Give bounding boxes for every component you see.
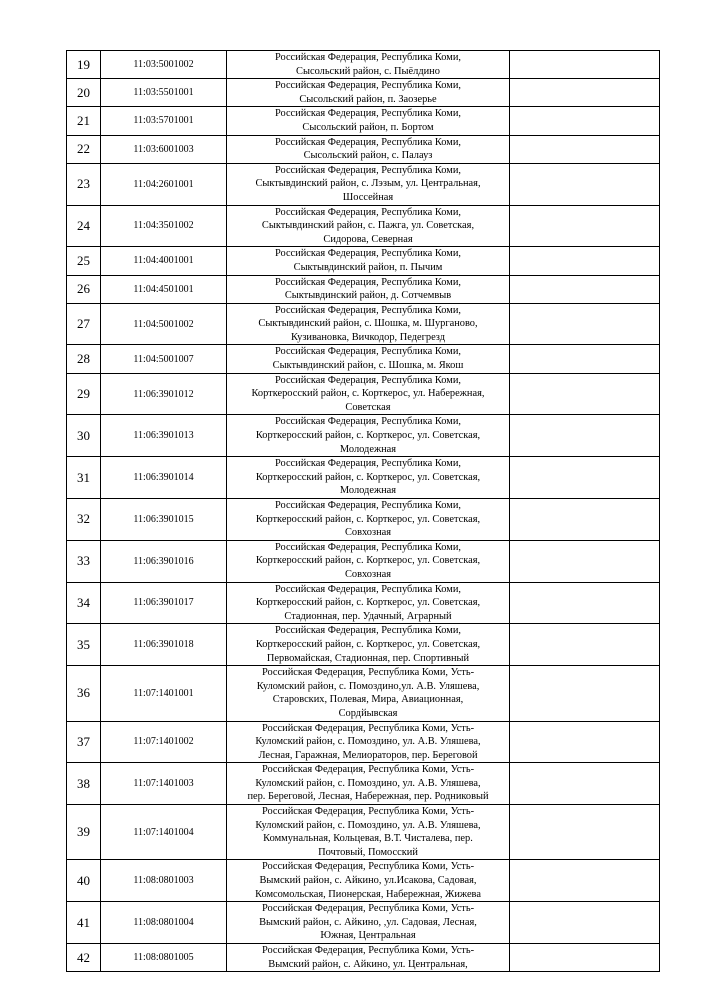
address-line: Корткеросский район, с. Корткерос, ул. Советская,: [255, 513, 481, 525]
address-cell: [227, 499, 510, 541]
address-line: Российская Федерация, Республика Коми,: [274, 206, 462, 218]
row-number: 27: [67, 303, 101, 345]
row-number: 34: [67, 582, 101, 624]
empty-cell: [510, 944, 660, 972]
table-row: [67, 107, 660, 135]
address-line: Вымский район, с. Айкино, ,ул. Садовая, Лесная,: [259, 916, 477, 928]
row-number: 42: [67, 944, 101, 972]
address-line: Российская Федерация, Республика Коми, Усть-: [261, 861, 475, 873]
table-row: [67, 51, 660, 79]
address-line: Российская Федерация, Республика Коми,: [274, 346, 462, 358]
cadastral-number: 11:03:6001003: [101, 135, 227, 163]
address-line: Сысольский район, п. Бортом: [302, 121, 434, 133]
address-line: Российская Федерация, Республика Коми,: [274, 80, 462, 92]
row-number: 37: [67, 721, 101, 763]
cadastral-number: 11:06:3901017: [101, 582, 227, 624]
address-line: Сысольский район, с. Пыёлдино: [296, 65, 440, 77]
address-line: Корткеросский район, с. Корткерос, ул. Набережная,: [251, 388, 485, 400]
row-number: 24: [67, 205, 101, 247]
cadastral-number: 11:04:5001007: [101, 345, 227, 373]
table-row: [67, 582, 660, 624]
address-line: Корткеросский район, с. Корткерос, ул. Советская,: [255, 555, 481, 567]
table-row: [67, 805, 660, 860]
address-line: Советская: [345, 401, 391, 413]
address-line: Российская Федерация, Республика Коми,: [274, 276, 462, 288]
address-line: Сыктывдинский район, с. Лэзым, ул. Центральная,: [255, 178, 481, 190]
address-line: Российская Федерация, Республика Коми,: [274, 500, 462, 511]
cadastral-number: 11:07:1401001: [101, 666, 227, 721]
row-number: 25: [67, 247, 101, 275]
address-line: Российская Федерация, Республика Коми,: [274, 164, 462, 176]
address-line: Сыктывдинский район, с. Шошка, м. Якош: [272, 360, 464, 372]
table-row: [67, 345, 660, 373]
address-line: Сыктывдинский район, п. Пычим: [293, 261, 443, 273]
address-line: Молодежная: [339, 485, 397, 497]
address-cell: [227, 247, 510, 275]
empty-cell: [510, 275, 660, 303]
address-line: Российская Федерация, Республика Коми, Усть-: [261, 722, 475, 734]
address-cell: [227, 205, 510, 247]
address-line: Российская Федерация, Республика Коми,: [274, 304, 462, 316]
row-number: 23: [67, 163, 101, 205]
table-row: [67, 666, 660, 721]
address-cell: [227, 373, 510, 415]
table-row: [67, 944, 660, 972]
row-number: 32: [67, 499, 101, 541]
table-row: [67, 275, 660, 303]
cadastral-number: 11:04:2601001: [101, 163, 227, 205]
cadastral-number: 11:06:3901014: [101, 457, 227, 499]
cadastral-number: 11:03:5001002: [101, 51, 227, 79]
row-number: 38: [67, 763, 101, 805]
address-cell: [227, 51, 510, 79]
cadastral-number: 11:06:3901016: [101, 540, 227, 582]
address-line: Российская Федерация, Республика Коми,: [274, 108, 462, 120]
address-line: Сордйывская: [338, 707, 398, 719]
address-line: Российская Федерация, Республика Коми, Усть-: [261, 806, 475, 818]
row-number: 20: [67, 79, 101, 107]
address-line: Коммунальная, Кольцевая, В.Т. Чисталева, пер.: [263, 833, 473, 845]
address-cell: [227, 303, 510, 345]
empty-cell: [510, 582, 660, 624]
table-row: [67, 247, 660, 275]
address-line: Российская Федерация, Республика Коми,: [274, 625, 462, 637]
cadastral-number: 11:04:5001002: [101, 303, 227, 345]
cadastral-number: 11:06:3901012: [101, 373, 227, 415]
address-line: Куломский район, с. Помоздино, ул. А.В. Уляшева,: [255, 736, 481, 748]
address-line: Российская Федерация, Республика Коми, Усть-: [261, 945, 475, 956]
empty-cell: [510, 805, 660, 860]
cadastral-number: 11:06:3901018: [101, 624, 227, 666]
empty-cell: [510, 373, 660, 415]
table-row: [67, 540, 660, 582]
row-number: 39: [67, 805, 101, 860]
address-line: Сыктывдинский район, с. Шошка, м. Шурганово,: [258, 318, 478, 330]
table-row: [67, 135, 660, 163]
address-line: Вымский район, с. Айкино, ул.Исакова, Садовая,: [259, 875, 477, 887]
address-line: Российская Федерация, Республика Коми, Усть-: [261, 667, 475, 679]
row-number: 22: [67, 135, 101, 163]
address-line: Совхозная: [344, 568, 392, 580]
address-line: Вымский район, с. Айкино, ул. Центральная,: [268, 958, 468, 970]
address-line: Российская Федерация, Республика Коми,: [274, 52, 462, 63]
address-line: Куломский район, с. Помоздино,ул. А.В. Уляшева,: [256, 680, 480, 692]
cadastral-number: 11:04:4001001: [101, 247, 227, 275]
empty-cell: [510, 303, 660, 345]
address-cell: [227, 805, 510, 860]
address-cell: [227, 457, 510, 499]
address-line: Российская Федерация, Республика Коми, Усть-: [261, 903, 475, 915]
table-row: [67, 303, 660, 345]
empty-cell: [510, 107, 660, 135]
empty-cell: [510, 163, 660, 205]
address-line: Первомайская, Стадионная, пер. Спортивный: [266, 652, 470, 664]
cadastral-quarters-table: [66, 50, 660, 972]
table-row: [67, 205, 660, 247]
address-cell: [227, 345, 510, 373]
address-cell: [227, 540, 510, 582]
cadastral-number: 11:08:0801003: [101, 860, 227, 902]
address-line: Российская Федерация, Республика Коми,: [274, 458, 462, 470]
empty-cell: [510, 415, 660, 457]
address-line: Российская Федерация, Республика Коми,: [274, 416, 462, 428]
empty-cell: [510, 457, 660, 499]
address-line: Сыктывдинский район, с. Пажга, ул. Советская,: [261, 220, 475, 232]
cadastral-number: 11:07:1401004: [101, 805, 227, 860]
row-number: 31: [67, 457, 101, 499]
address-line: Молодежная: [339, 443, 397, 455]
address-cell: [227, 107, 510, 135]
address-line: Корткеросский район, с. Корткерос, ул. Советская,: [255, 430, 481, 442]
table-row: [67, 457, 660, 499]
address-line: Российская Федерация, Республика Коми,: [274, 374, 462, 386]
address-cell: [227, 944, 510, 972]
address-line: Кузивановка, Вичкодор, Педегрезд: [290, 331, 446, 343]
cadastral-number: 11:04:4501001: [101, 275, 227, 303]
cadastral-number: 11:06:3901015: [101, 499, 227, 541]
address-cell: [227, 163, 510, 205]
empty-cell: [510, 79, 660, 107]
table-row: [67, 624, 660, 666]
address-line: Стадионная, пер. Удачный, Аграрный: [284, 610, 452, 622]
empty-cell: [510, 624, 660, 666]
row-number: 19: [67, 51, 101, 79]
address-cell: [227, 763, 510, 805]
address-line: Куломский район, с. Помоздино, ул. А.В. Уляшева,: [255, 777, 481, 789]
row-number: 35: [67, 624, 101, 666]
table-row: [67, 499, 660, 541]
address-cell: [227, 902, 510, 944]
row-number: 30: [67, 415, 101, 457]
address-cell: [227, 275, 510, 303]
cadastral-number: 11:06:3901013: [101, 415, 227, 457]
empty-cell: [510, 247, 660, 275]
row-number: 26: [67, 275, 101, 303]
empty-cell: [510, 540, 660, 582]
address-line: Корткеросский район, с. Корткерос, ул. Советская,: [255, 471, 481, 483]
address-cell: [227, 721, 510, 763]
address-cell: [227, 582, 510, 624]
empty-cell: [510, 763, 660, 805]
cadastral-number: 11:03:5501001: [101, 79, 227, 107]
address-line: Почтовый, Помосский: [318, 846, 418, 858]
cadastral-number: 11:04:3501002: [101, 205, 227, 247]
table-row: [67, 373, 660, 415]
row-number: 33: [67, 540, 101, 582]
table-row: [67, 721, 660, 763]
cadastral-number: 11:08:0801005: [101, 944, 227, 972]
empty-cell: [510, 902, 660, 944]
table-body: [67, 51, 660, 972]
address-line: Сысольский район, с. Палауз: [303, 150, 433, 162]
row-number: 29: [67, 373, 101, 415]
empty-cell: [510, 205, 660, 247]
empty-cell: [510, 135, 660, 163]
address-line: Российская Федерация, Республика Коми,: [274, 136, 462, 148]
address-cell: [227, 79, 510, 107]
empty-cell: [510, 345, 660, 373]
address-cell: [227, 666, 510, 721]
empty-cell: [510, 499, 660, 541]
address-line: Российская Федерация, Республика Коми, Усть-: [261, 764, 475, 776]
address-line: Старовских, Полевая, Мира, Авиационная,: [272, 694, 464, 706]
address-line: Совхозная: [344, 527, 392, 539]
empty-cell: [510, 51, 660, 79]
address-line: Куломский район, с. Помоздино, ул. А.В. Уляшева,: [255, 819, 481, 831]
address-line: Комсомольская, Пионерская, Набережная, Жижева: [255, 888, 481, 900]
row-number: 36: [67, 666, 101, 721]
address-line: Южная, Центральная: [320, 930, 416, 942]
row-number: 28: [67, 345, 101, 373]
table-row: [67, 902, 660, 944]
address-cell: [227, 415, 510, 457]
empty-cell: [510, 721, 660, 763]
address-line: Российская Федерация, Республика Коми,: [274, 541, 462, 553]
address-line: Шоссейная: [342, 191, 394, 203]
empty-cell: [510, 666, 660, 721]
address-line: Российская Федерация, Республика Коми,: [274, 583, 462, 595]
address-line: Сидорова, Северная: [323, 233, 413, 245]
address-line: Российская Федерация, Республика Коми,: [274, 248, 462, 260]
address-line: Корткеросский район, с. Корткерос, ул. Советская,: [255, 597, 481, 609]
address-cell: [227, 135, 510, 163]
empty-cell: [510, 860, 660, 902]
address-line: пер. Береговой, Лесная, Набережная, пер. Родниковый: [247, 791, 489, 803]
cadastral-number: 11:08:0801004: [101, 902, 227, 944]
table-row: [67, 415, 660, 457]
address-cell: [227, 624, 510, 666]
cadastral-number: 11:03:5701001: [101, 107, 227, 135]
table-row: [67, 860, 660, 902]
table-row: [67, 79, 660, 107]
address-line: Лесная, Гаражная, Мелиораторов, пер. Береговой: [258, 749, 478, 761]
row-number: 41: [67, 902, 101, 944]
cadastral-number: 11:07:1401003: [101, 763, 227, 805]
table-row: [67, 163, 660, 205]
address-line: Сысольский район, п. Заозерье: [299, 93, 437, 105]
row-number: 40: [67, 860, 101, 902]
row-number: 21: [67, 107, 101, 135]
address-line: Сыктывдинский район, д. Сотчемвыв: [284, 290, 452, 302]
address-cell: [227, 860, 510, 902]
table-row: [67, 763, 660, 805]
cadastral-number: 11:07:1401002: [101, 721, 227, 763]
address-line: Корткеросский район, с. Корткерос, ул. Советская,: [255, 638, 481, 650]
